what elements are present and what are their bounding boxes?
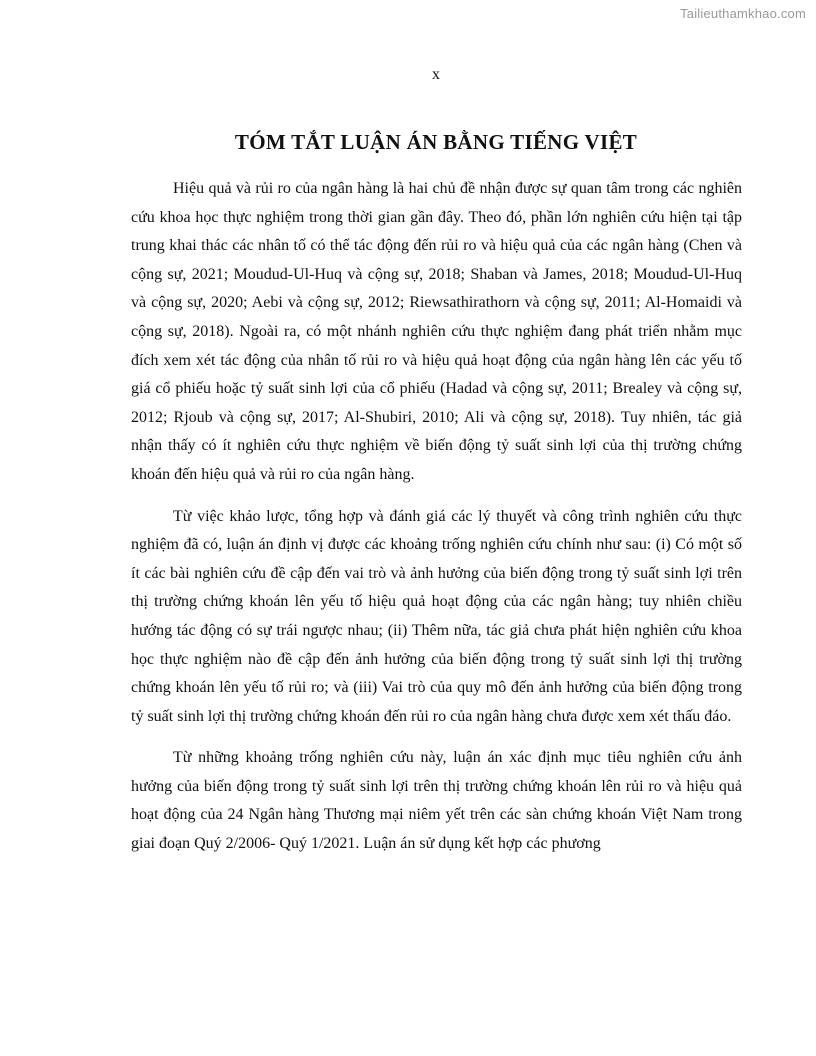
page-number: x bbox=[432, 66, 440, 83]
page-title: TÓM TẮT LUẬN ÁN BẰNG TIẾNG VIỆT bbox=[234, 130, 638, 154]
paragraph-2: Từ việc khảo lược, tổng hợp và đánh giá các lý thuyết và công trình nghiên cứu thực nghiệm đã có, luận án định vị được các khoảng trống nghiên cứu chính như sau: (i) Có một số ít các bài nghiên cứu đề cập đến vai trò và ảnh hưởng của biến động trong tỷ suất sinh lợi trên thị trường chứng khoán lên yếu tố hiệu quả hoạt động của các ngân hàng; tuy nhiên chiều hướng tác động có sự trái ngược nhau; (ii) Thêm nữa, tác giả chưa phát hiện nghiên cứu khoa học thực nghiệm nào đề cập đến ảnh hưởng của biến động trong tỷ suất sinh lợi thị trường chứng khoán lên yếu tố rủi ro; và (iii) Vai trò của quy mô đến ảnh hưởng của biến động trong tỷ suất sinh lợi thị trường chứng khoán đến rủi ro của ngân hàng chưa được xem xét thấu đáo. bbox=[131, 507, 742, 725]
body-text bbox=[131, 175, 742, 872]
paragraph-3: Từ những khoảng trống nghiên cứu này, luận án xác định mục tiêu nghiên cứu ảnh hưởng của biến động trong tỷ suất sinh lợi trên thị trường chứng khoán lên rủi ro và hiệu quả hoạt động của 24 Ngân hàng Thương mại niêm yết trên các sàn chứng khoán Việt Nam trong giai đoạn Quý 2/2006- Quý 1/2021. Luận án sử dụng kết hợp các phương bbox=[131, 749, 742, 853]
paragraph-1: Hiệu quả và rủi ro của ngân hàng là hai chủ đề nhận được sự quan tâm trong các nghiên cứu khoa học thực nghiệm trong thời gian gần đây. Theo đó, phần lớn nghiên cứu hiện tại tập trung khai thác các nhân tố có thể tác động đến rủi ro và hiệu quả của các ngân hàng (Chen và cộng sự, 2021; Moudud-Ul-Huq và cộng sự, 2018; Shaban và James, 2018; Moudud-Ul-Huq và cộng sự, 2020; Aebi và cộng sự, 2012; Riewsathirathorn và cộng sự, 2011; Al-Homaidi và cộng sự, 2018). Ngoài ra, có một nhánh nghiên cứu thực nghiệm đang phát triển nhằm mục đích xem xét tác động của nhân tố rủi ro và hiệu quả hoạt động của ngân hàng lên các yếu tố giá cổ phiếu hoặc tỷ suất sinh lợi của cổ phiếu (Hadad và cộng sự, 2011; Brealey và cộng sự, 2012; Rjoub và cộng sự, 2017; Al-Shubiri, 2010; Ali và cộng sự, 2018). Tuy nhiên, tác giả nhận thấy có ít nghiên cứu thực nghiệm về biến động tỷ suất sinh lợi của thị trường chứng khoán đến hiệu quả và rủi ro của ngân hàng. bbox=[131, 180, 742, 483]
watermark: Tailieuthamkhao.com bbox=[680, 6, 806, 21]
